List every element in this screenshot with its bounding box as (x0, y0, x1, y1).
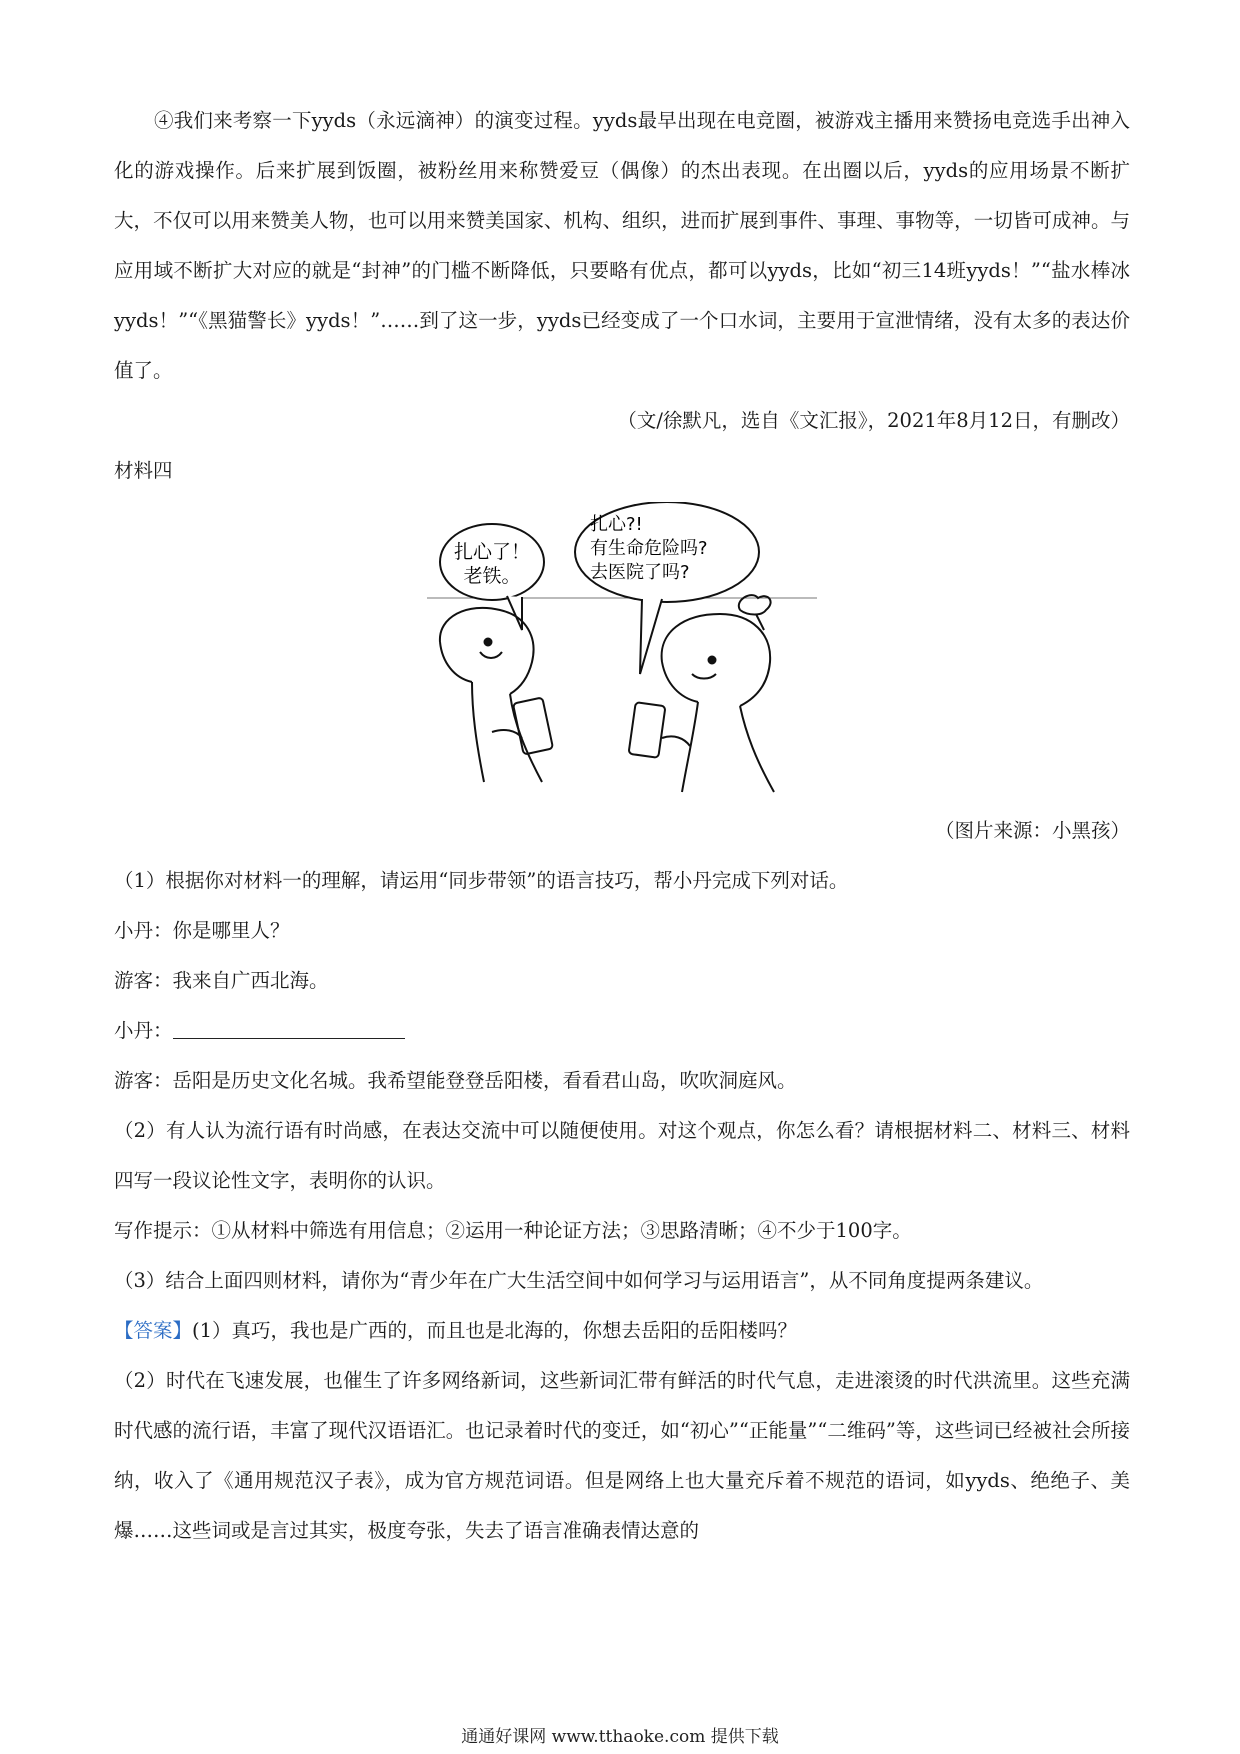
answer-2: （2）时代在飞速发展，也催生了许多网络新词，这些新词汇带有鲜活的时代气息，走进滚烫的时代洪流里。这些充满时代感的流行语，丰富了现代汉语语汇。也记录着时代的变迁，如“初心”“正能量”“二维码”等，这些词已经被社会所接纳，收入了《通用规范汉子表》，成为官方规范词语。但是网络上也大量充斥着不规范的语词，如yyds、绝绝子、美爆……这些词或是言过其实，极度夸张，失去了语言准确表情达意的 (114, 1369, 1130, 1542)
dialogue-line-4: 游客：岳阳是历史文化名城。我希望能登登岳阳楼，看看君山岛，吹吹洞庭风。 (114, 1069, 797, 1092)
dialogue-line-2: 游客：我来自广西北海。 (114, 969, 329, 992)
dialogue-line-1: 小丹：你是哪里人？ (114, 919, 290, 942)
question-3: （3）结合上面四则材料，请你为“青少年在广大生活空间中如何学习与运用语言”，从不同角度提两条建议。 (114, 1269, 1044, 1292)
footer-watermark: 通通好课网 www.tthaoke.com 提供下载 (461, 1727, 779, 1747)
dialogue-line-3 (114, 1006, 1130, 1056)
right-bubble-line-1: 扎心?! (590, 514, 643, 535)
paragraph-4: ④我们来考察一下yyds（永远滴神）的演变过程。yyds最早出现在电竞圈，被游戏主播用来赞扬电竞选手出神入化的游戏操作。后来扩展到饭圈，被粉丝用来称赞爱豆（偶像）的杰出表现。在出圈以后，yyds的应用场景不断扩大，不仅可以用来赞美人物，也可以用来赞美国家、机构、组织，进而扩展到事件、事理、事物等，一切皆可成神。与应用域不断扩大对应的就是“封神”的门槛不断降低，只要略有优点，都可以yyds，比如“初三14班yyds！”“盐水棒冰yyds！”“《黑猫警长》yyds！”……到了这一步，yyds已经变成了一个口水词，主要用于宣泄情绪，没有太多的表达价值了。 (114, 109, 1130, 382)
source-citation: （文/徐默凡，选自《文汇报》，2021年8月12日，有删改） (617, 409, 1130, 432)
cartoon-illustration (422, 502, 822, 802)
left-bubble-line-2: 老铁。 (463, 565, 521, 587)
dialogue-speaker-label: 小丹： (114, 1019, 173, 1042)
writing-tips: 写作提示：①从材料中筛选有用信息；②运用一种论证方法；③思路清晰；④不少于100字。 (114, 1219, 912, 1242)
answer-1 (114, 1306, 1130, 1356)
image-credit: （图片来源：小黑孩） (934, 819, 1130, 842)
question-1: （1）根据你对材料一的理解，请运用“同步带领”的语言技巧，帮小丹完成下列对话。 (114, 869, 849, 892)
material-4-heading: 材料四 (114, 459, 173, 482)
right-speech-bubble (575, 502, 759, 674)
right-bubble-line-3: 去医院了吗? (590, 562, 690, 583)
right-bubble-line-2: 有生命危险吗? (590, 538, 708, 559)
left-bubble-line-1: 扎心了！ (453, 541, 531, 563)
answer-tag: 【答案】 (114, 1319, 193, 1342)
left-character (440, 608, 553, 782)
question-2: （2）有人认为流行语有时尚感，在表达交流中可以随便使用。对这个观点，你怎么看？请根据材料二、材料三、材料四写一段议论性文字，表明你的认识。 (114, 1119, 1130, 1192)
answer-1-text: (1）真巧，我也是广西的，而且也是北海的，你想去岳阳的岳阳楼吗？ (192, 1319, 798, 1342)
document-page (114, 96, 1130, 1556)
answer-blank[interactable] (173, 1016, 405, 1039)
